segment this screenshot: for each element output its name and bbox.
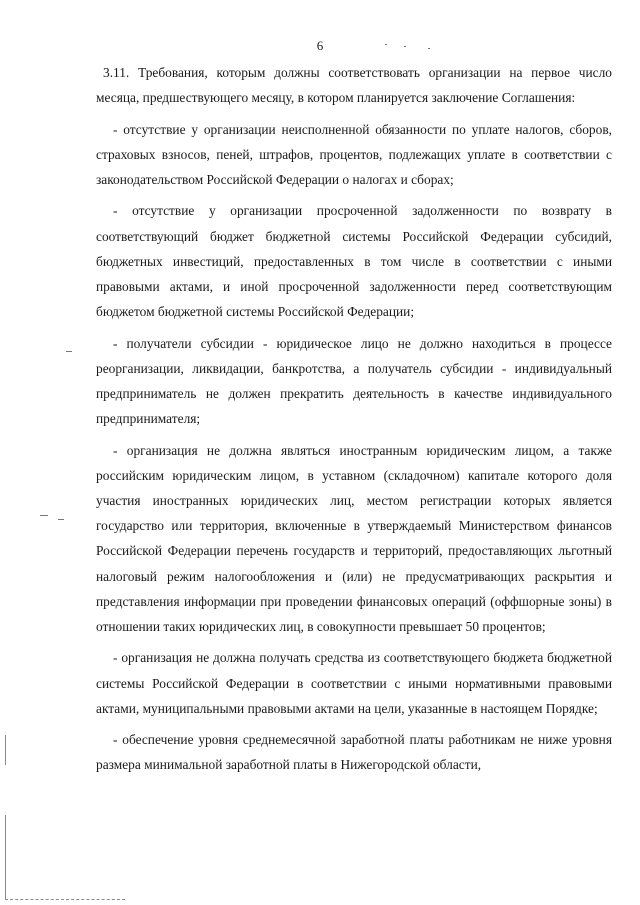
scan-bottom-line xyxy=(5,899,125,901)
scan-speck xyxy=(58,519,64,520)
scan-speck xyxy=(385,44,387,45)
scan-margin-line-lower xyxy=(5,815,6,900)
scan-speck xyxy=(66,351,72,352)
paragraph-no-tax-debt: - отсутствие у организации неисполненной обязанности по уплате налогов, сборов, страховых взносов, пеней, штрафов, процентов, подлежащих уплате в соответствии с законодательством Российской Федерации о налогах и сборах; xyxy=(96,121,612,187)
scan-speck xyxy=(404,46,406,47)
page-number: 6 xyxy=(316,38,324,53)
paragraph-no-other-budget-funds: - организация не должна получать средства из соответствующего бюджета бюджетной системы Российской Федерации в соответствии с иными нормативными правовыми актами, муниципальными правовыми актами на цели, указанные в настоящем Порядке; xyxy=(96,650,612,716)
paragraph-no-reorganization: - получатели субсидии - юридическое лицо не должно находиться в процессе реорганизации, ликвидации, банкротства, а получатель субсидии - индивидуальный предприниматель не должен прекратить деятельность в качестве индивидуального предпринимателя; xyxy=(96,335,612,427)
paragraph-not-foreign-entity: - организация не должна являться иностранным юридическим лицом, а также российским юридическим лицом, в уставном (складочном) капитале которого доля участия иностранных юридических лиц, местом регистрации которых является государство или территория, включенные в утверждаемый Министерством финансов Российской Федерации перечень государств и территорий, предоставляющих льготный налоговый режим налогообложения и (или) не предусматривающих раскрытия и представления информации при проведении финансовых операций (оффшорные зоны) в отношении таких юридических лиц, в совокупности превышает 50 процентов; xyxy=(96,442,612,635)
paragraph-salary-level: - обеспечение уровня среднемесячной заработной платы работникам не ниже уровня размера минимальной заработной платы в Нижегородской области, xyxy=(96,732,612,773)
paragraph-no-overdue-debt: - отсутствие у организации просроченной задолженности по возврату в соответствующий бюджет бюджетной системы Российской Федерации субсидий, бюджетных инвестиций, предоставленных в том числе в соответствии с иными правовыми актами, и иной просроченной задолженности перед соответствующим бюджетом бюджетной системы Российской Федерации; xyxy=(96,203,612,320)
document-body xyxy=(96,60,612,784)
scan-speck xyxy=(428,48,430,49)
scan-margin-line-upper xyxy=(5,735,6,765)
scan-speck xyxy=(40,515,48,516)
paragraph-requirements-intro: 3.11. Требования, которым должны соответствовать организации на первое число месяца, предшествующего месяцу, в котором планируется заключение Соглашения: xyxy=(96,65,612,106)
